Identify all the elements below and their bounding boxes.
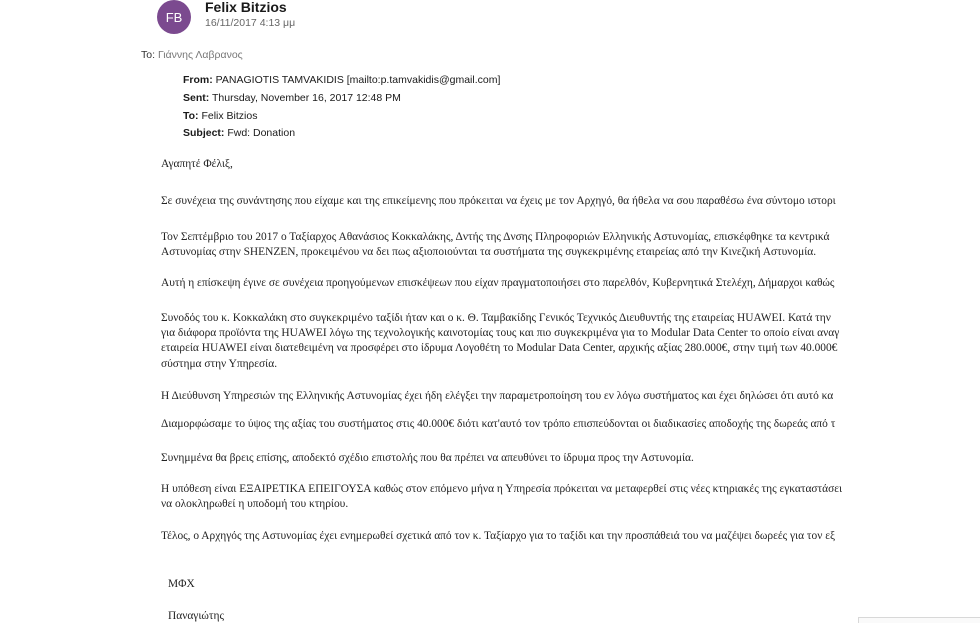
paragraph-7: Συνημμένα θα βρεις επίσης, αποδεκτό σχέδιο επιστολής που θα πρέπει να απευθύνει το ίδρυμα προς την Αστυνομία. <box>161 452 694 464</box>
paragraph-4-line-2: για διάφορα προϊόντα της HUAWEI λόγω της τεχνολογικής καινοτομίας τους και πιο συγκεκριμένα για το Modular Data Center το οποίο είναι αναγ <box>161 327 840 339</box>
subject-label: Subject: <box>183 127 225 140</box>
greeting: Αγαπητέ Φέλιξ, <box>161 158 233 170</box>
forwarded-subject <box>183 125 500 143</box>
closing: ΜΦΧ <box>168 578 195 590</box>
forwarded-sent <box>183 90 500 108</box>
fwd-to-label: To: <box>183 109 199 122</box>
paragraph-4-line-4: σύστημα στην Υπηρεσία. <box>161 358 278 370</box>
paragraph-5: Η Διεύθυνση Υπηρεσιών της Ελληνικής Αστυνομίας έχει ήδη ελέγξει την παραμετροποίηση του εν λόγω συστήματος και έχει δηλώσει ότι αυτό κα <box>161 390 834 402</box>
forwarded-to <box>183 108 500 126</box>
paragraph-8-line-1: Η υπόθεση είναι ΕΞΑΙΡΕΤΙΚΑ ΕΠΕΙΓΟΥΣΑ καθώς στον επόμενο μήνα η Υπηρεσία πρόκειται να μεταφερθεί στις νέες κτηριακές της εγκαταστάσει <box>161 483 843 495</box>
paragraph-9: Τέλος, ο Αρχηγός της Αστυνομίας έχει ενημερωθεί σχετικά από τον κ. Ταξίαρχο για το ταξίδι και την προσπάθειά του να μαζέψει δωρεές για τον εξ <box>161 530 836 542</box>
from-label: From: <box>183 74 213 86</box>
forwarded-header <box>183 72 500 143</box>
to-label: To: <box>141 49 156 61</box>
paragraph-2-line-2: Αστυνομίας στην SHENZEN, προκειμένου να δει πως αξιοποιούνται τα συστήματα της συγκεκριμένης εταιρείας από την Κινεζική Αστυνομία. <box>161 246 817 258</box>
fwd-to-value: Felix Bitzios <box>201 109 258 122</box>
paragraph-4-line-1: Συνοδός του κ. Κοκκαλάκη στο συγκεκριμένο ταξίδι ήταν και ο κ. Θ. Ταμβακίδης Γενικός Τεχνικός Διευθυντής της εταιρείας HUAWEI. Κατά την <box>161 312 831 324</box>
recipient-name[interactable]: Γιάννης Λαβρανος <box>157 49 243 61</box>
paragraph-1: Σε συνέχεια της συνάντησης που είχαμε και της επικείμενης που πρόκειται να έχεις με τον Αρχηγό, θα ήθελα να σου παραθέσω ένα σύντομο ιστορι <box>161 195 836 207</box>
message-date: 16/11/2017 4:13 μμ <box>205 17 296 29</box>
subject-value: Fwd: Donation <box>227 127 296 140</box>
paragraph-4-line-3: εταιρεία HUAWEI είναι διατεθειμένη να προσφέρει στο ίδρυμα Λογοθέτη το Modular Data Center, αρχικής αξίας 280.000€, στην τιμή των 40.000€ <box>161 342 838 354</box>
panel-corner <box>858 617 980 623</box>
paragraph-2-line-1: Τον Σεπτέμβριο του 2017 ο Ταξίαρχος Αθανάσιος Κοκκαλάκης, Δντής της Δνσης Πληροφοριών Ελληνικής Αστυνομίας, επισκέφθηκε τα κεντρικά <box>161 231 830 243</box>
signature: Παναγιώτης <box>168 610 224 622</box>
sender-avatar[interactable]: FB <box>157 0 191 34</box>
paragraph-8-line-2: να ολοκληρωθεί η υποδομή του κτηρίου. <box>161 498 349 510</box>
paragraph-3: Αυτή η επίσκεψη έγινε σε συνέχεια προηγούμενων επισκέψεων που είχαν πραγματοποιήσει στο παρελθόν, Κυβερνητικά Στελέχη, Δήμαρχοι καθώς <box>161 277 835 289</box>
paragraph-6: Διαμορφώσαμε το ύψος της αξίας του συστήματος στις 40.000€ διότι κατ'αυτό τον τρόπο επισπεύδονται οι διαδικασίες αποδοχής της δωρεάς από τ <box>161 418 836 430</box>
sent-value: Thursday, November 16, 2017 12:48 PM <box>211 91 401 104</box>
sender-name[interactable]: Felix Bitzios <box>205 0 287 15</box>
recipient-line <box>141 49 243 61</box>
sent-label: Sent: <box>183 91 210 104</box>
forwarded-from <box>183 72 500 90</box>
from-value: PANAGIOTIS TAMVAKIDIS [mailto:p.tamvakidis@gmail.com] <box>215 74 501 86</box>
